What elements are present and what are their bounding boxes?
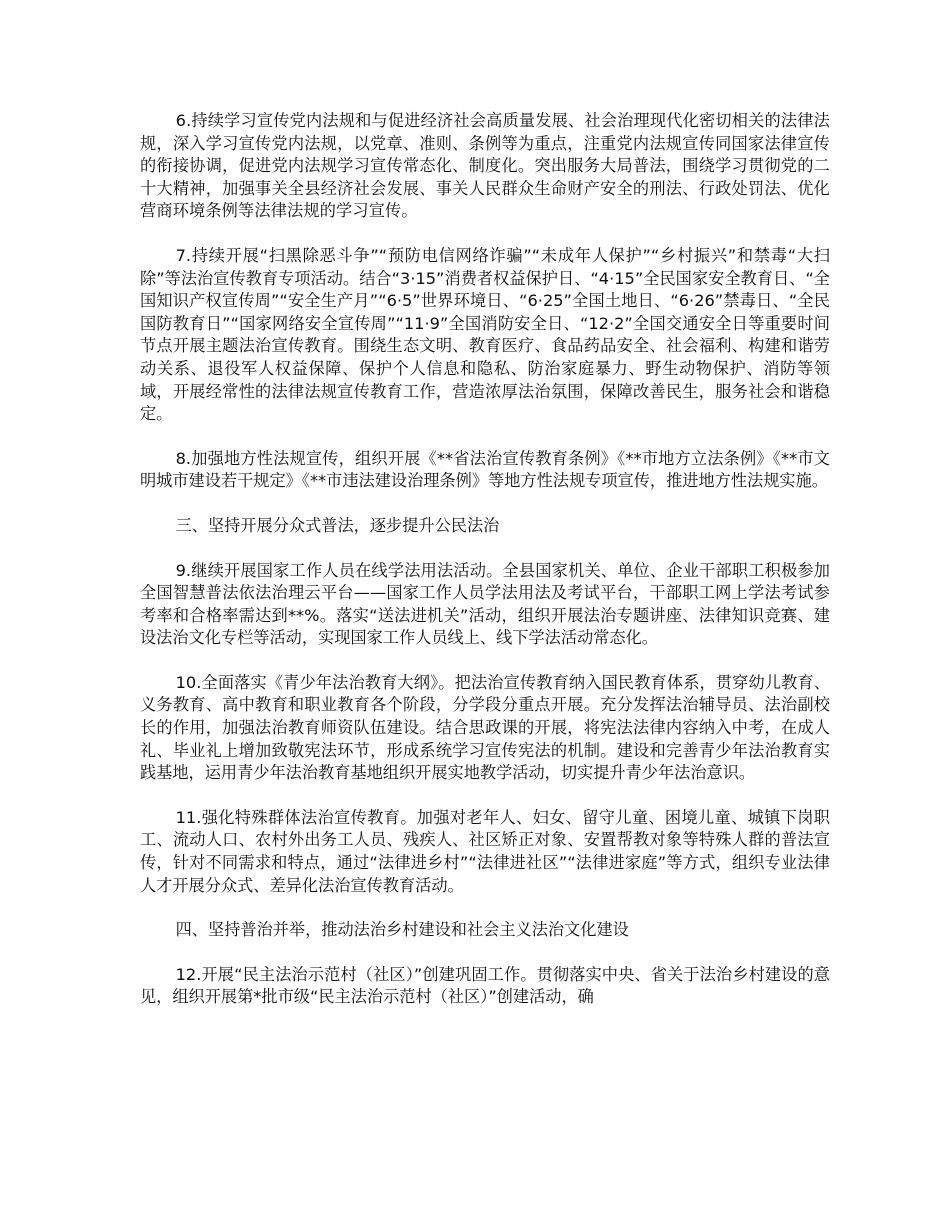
paragraph-item-11: 11.强化特殊群体法治宣传教育。加强对老年人、妇女、留守儿童、困境儿童、城镇下岗职工、流动人口、农村外出务工人员、残疾人、社区矫正对象、安置帮教对象等特殊人群的普法宣传，针对不同需求和特点，通过“法律进乡村”“法律进社区”“法律进家庭”等方式，组织专业法律人才开展分众式、差异化法治宣传教育活动。 xyxy=(140,807,830,895)
document-body xyxy=(140,110,830,1031)
paragraph-item-9: 9.继续开展国家工作人员在线学法用法活动。全县国家机关、单位、企业干部职工积极参加全国智慧普法依法治理云平台——国家工作人员学法用法及考试平台，干部职工网上学法考试参考率和合格率需达到**%。落实“送法进机关”活动，组织开展法治专题讲座、法律知识竞赛、建设法治文化专栏等活动，实现国家工作人员线上、线下学法活动常态化。 xyxy=(140,560,830,648)
paragraph-item-10: 10.全面落实《青少年法治教育大纲》。把法治宣传教育纳入国民教育体系，贯穿幼儿教育、义务教育、高中教育和职业教育各个阶段，分学段分重点开展。充分发挥法治辅导员、法治副校长的作用，加强法治教育师资队伍建设。结合思政课的开展，将宪法法律内容纳入中考，在成人礼、毕业礼上增加致敬宪法环节，形成系统学习宣传宪法的机制。建设和完善青少年法治教育实践基地，运用青少年法治教育基地组织开展实地教学活动，切实提升青少年法治意识。 xyxy=(140,672,830,783)
section-heading-3: 三、坚持开展分众式普法，逐步提升公民法治 xyxy=(175,515,500,535)
paragraph-item-8: 8.加强地方性法规宣传，组织开展《**省法治宣传教育条例》《**市地方立法条例》《**市文明城市建设若干规定》《**市违法建设治理条例》等地方性法规专项宣传，推进地方性法规实施。 xyxy=(140,448,830,491)
paragraph-item-12: 12.开展“民主法治示范村（社区）”创建巩固工作。贯彻落实中央、省关于法治乡村建设的意见，组织开展第*批市级“民主法治示范村（社区）”创建活动，确 xyxy=(140,964,830,1007)
paragraph-item-7: 7.持续开展“扫黑除恶斗争”“预防电信网络诈骗”“未成年人保护”“乡村振兴”和禁毒“大扫除”等法治宣传教育专项活动。结合“3·15”消费者权益保护日、“4·15”全民国家安全教育日、“全国知识产权宣传周”“安全生产月”“6·5”世界环境日、“6·25”全国土地日、“6·26”禁毒日、“全民国防教育日”“国家网络安全宣传周”“11·9”全国消防安全日、“12·2”全国交通安全日等重要时间节点开展主题法治宣传教育。围绕生态文明、教育医疗、食品药品安全、社会福利、构建和谐劳动关系、退役军人权益保障、保护个人信息和隐私、防治家庭暴力、野生动物保护、消防等领域，开展经常性的法律法规宣传教育工作，营造浓厚法治氛围，保障改善民生，服务社会和谐稳定。 xyxy=(140,245,830,424)
paragraph-item-6: 6.持续学习宣传党内法规和与促进经济社会高质量发展、社会治理现代化密切相关的法律法规，深入学习宣传党内法规，以党章、准则、条例等为重点，注重党内法规宣传同国家法律宣传的衔接协调，促进党内法规学习宣传常态化、制度化。突出服务大局普法，围绕学习贯彻党的二十大精神，加强事关全县经济社会发展、事关人民群众生命财产安全的刑法、行政处罚法、优化营商环境条例等法律法规的学习宣传。 xyxy=(140,111,830,221)
section-heading-4: 四、坚持普治并举，推动法治乡村建设和社会主义法治文化建设 xyxy=(175,920,629,940)
